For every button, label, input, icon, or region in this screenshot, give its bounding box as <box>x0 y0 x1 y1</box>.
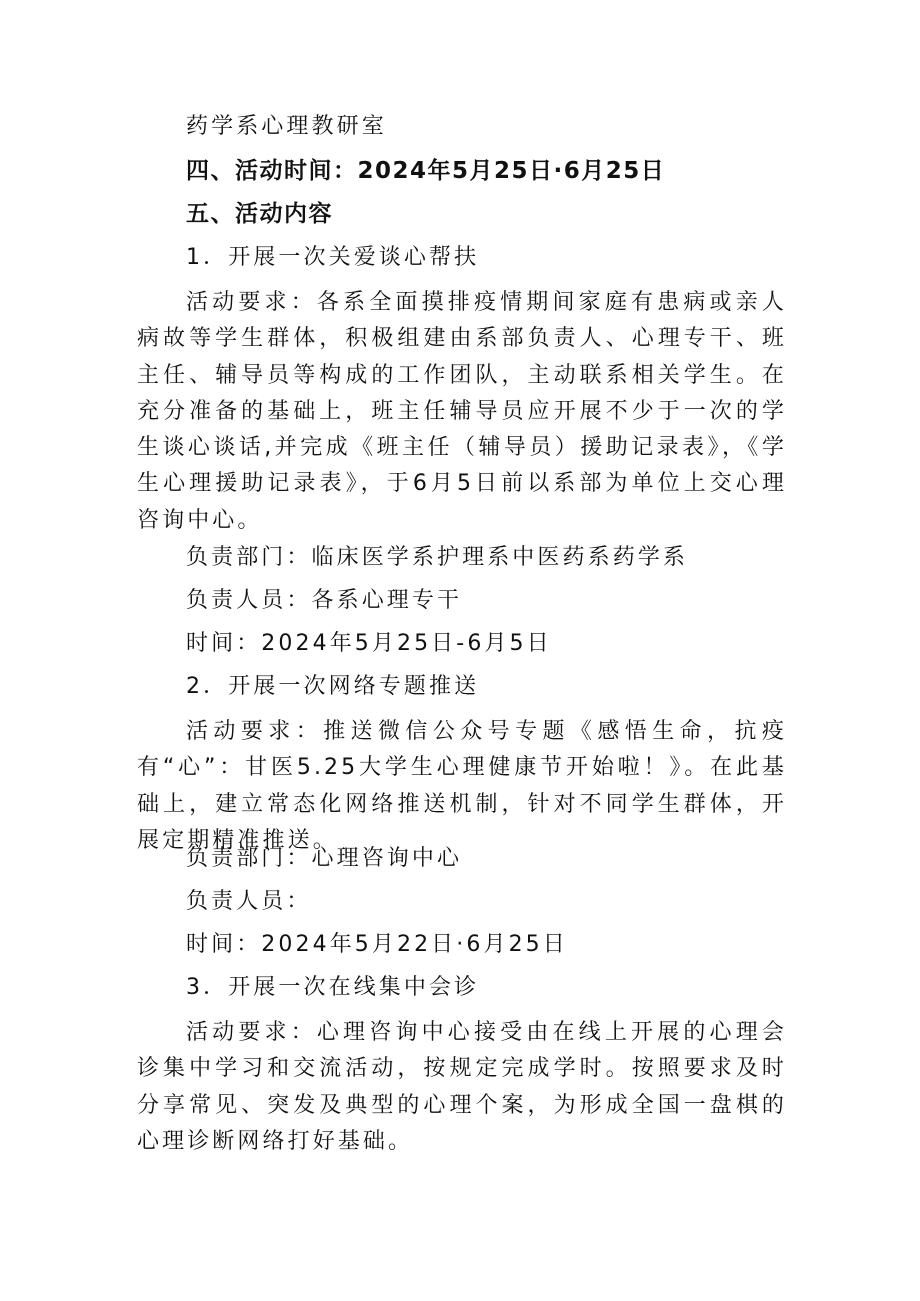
item-3-title: 3．开展一次在线集中会诊 <box>186 975 480 1000</box>
item-2-dept: 负责部门：心理咨询中心 <box>186 846 463 871</box>
item-2-requirement: 活动要求：推送微信公众号专题《感悟生命，抗疫有“心”：甘医5.25大学生心理健康节开始啦！》。在此基础上，建立常态化网络推送机制，针对不同学生群体，开展定期精准推送。 <box>137 719 787 853</box>
item-1-dept: 负责部门：临床医学系护理系中医药系药学系 <box>186 545 689 570</box>
section-5-heading: 五、活动内容 <box>186 201 333 227</box>
item-2-title: 2．开展一次网络专题推送 <box>186 674 480 699</box>
item-3-requirement: 活动要求：心理咨询中心接受由在线上开展的心理会诊集中学习和交流活动，按规定完成学时。按照要求及时分享常见、突发及典型的心理个案，为形成全国一盘棋的心理诊断网络打好基础。 <box>137 1020 787 1154</box>
item-1-requirement: 活动要求：各系全面摸排疫情期间家庭有患病或亲人病故等学生群体，积极组建由系部负责人、心理专干、班主任、辅导员等构成的工作团队，主动联系相关学生。在充分准备的基础上，班主任辅导员应开展不少于一次的学生谈心谈话,并完成《班主任（辅导员）援助记录表》，《学生心理援助记录表》，于6月5日前以系部为单位上交心理咨询中心。 <box>137 290 787 533</box>
item-2-person: 负责人员： <box>186 889 312 914</box>
item-1-title: 1．开展一次关爱谈心帮扶 <box>186 245 480 270</box>
item-1-person: 负责人员：各系心理专干 <box>186 588 463 613</box>
department-line: 药学系心理教研室 <box>186 114 387 139</box>
item-2-time: 时间：2024年5月22日·6月25日 <box>186 932 568 957</box>
section-4-heading: 四、活动时间：2024年5月25日·6月25日 <box>186 158 666 184</box>
item-1-time: 时间：2024年5月25日-6月5日 <box>186 631 552 656</box>
